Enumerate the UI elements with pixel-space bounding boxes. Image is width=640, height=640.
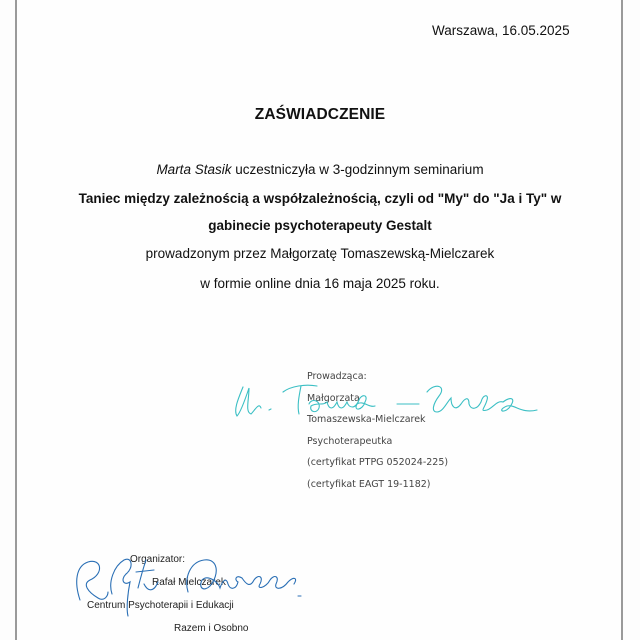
- form-date-line: w formie online dnia 16 maja 2025 roku.: [200, 276, 440, 291]
- organizer-institution: Centrum Psychoterapii i Edukacji: [87, 600, 234, 611]
- place-date: Warszawa, 16.05.2025: [432, 23, 570, 38]
- organizer-signature-icon: [68, 552, 308, 618]
- leader-first-name: Małgorzata: [307, 392, 360, 404]
- page-right-edge: [621, 0, 623, 640]
- certificate-title: ZAŚWIADCZENIE: [254, 106, 386, 123]
- seminar-title-line-2: gabinecie psychoterapeuty Gestalt: [208, 218, 432, 233]
- leader-role: Psychoterapeutka: [307, 435, 393, 447]
- leader-last-name: Tomaszewska-Mielczarek: [307, 414, 426, 425]
- participation-text: uczestniczyła w 3-godzinnym seminarium: [231, 162, 484, 177]
- participant-name: Marta Stasik: [156, 162, 232, 177]
- organizer-label: Organizator:: [130, 554, 186, 565]
- organizer-brand: Razem i Osobno: [174, 623, 249, 634]
- certificate-page: [17, 0, 621, 640]
- leader-label: Prowadząca:: [307, 371, 367, 382]
- led-by-line: prowadzonym przez Małgorzatę Tomaszewską-Mielczarek: [145, 246, 495, 261]
- leader-cert-eagt: (certyfikat EAGT 19-1182): [307, 478, 431, 490]
- leader-cert-ptpg: (certyfikat PTPG 052024-225): [307, 457, 449, 468]
- leader-signature-icon: [225, 372, 545, 432]
- organizer-name: Rafał Mielczarek: [152, 577, 226, 588]
- participation-line: [0, 162, 640, 177]
- seminar-title-line-1: Taniec między zależnością a współzależnością, czyli od "My" do "Ja i Ty" w: [78, 191, 562, 206]
